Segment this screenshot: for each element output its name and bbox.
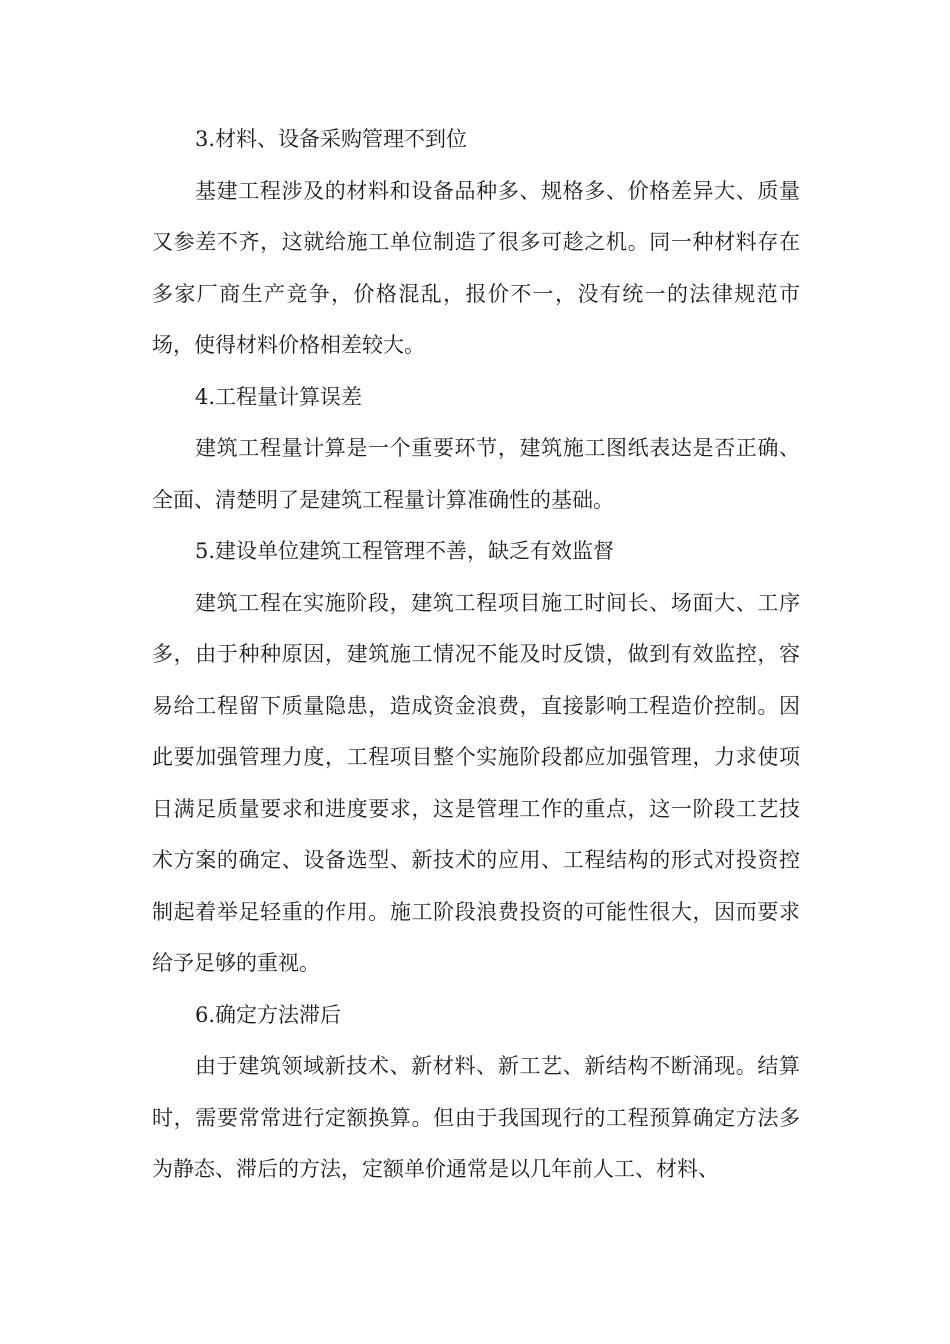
- section-heading-3: 3.材料、设备采购管理不到位: [195, 127, 468, 151]
- document-page: [152, 114, 800, 1196]
- section-heading-5: 5.建设单位建筑工程管理不善，缺乏有效监督: [195, 539, 615, 563]
- section-paragraph-4: 建筑工程量计算是一个重要环节，建筑施工图纸表达是否正确、全面、清楚明了是建筑工程量计算准确性的基础。: [152, 436, 800, 512]
- section-paragraph-6: 由于建筑领域新技术、新材料、新工艺、新结构不断涌现。结算时，需要常常进行定额换算。但由于我国现行的工程预算确定方法多为静态、滞后的方法，定额单价通常是以几年前人工、材料、: [152, 1054, 800, 1181]
- section-paragraph-3: 基建工程涉及的材料和设备品种多、规格多、价格差异大、质量又参差不齐，这就给施工单位制造了很多可趁之机。同一种材料存在多家厂商生产竞争，价格混乱，报价不一，没有统一的法律规范市场，使得材料价格相差较大。: [152, 178, 800, 357]
- section-heading-4: 4.工程量计算误差: [195, 384, 363, 409]
- section-heading-6: 6.确定方法滞后: [195, 1002, 342, 1027]
- section-paragraph-5: 建筑工程在实施阶段，建筑工程项目施工时间长、场面大、工序多，由于种种原因，建筑施工情况不能及时反馈，做到有效监控，容易给工程留下质量隐患，造成资金浪费，直接影响工程造价控制。因此要加强管理力度，工程项目整个实施阶段都应加强管理，力求使项日满足质量要求和进度要求，这是管理工作的重点，这一阶段工艺技术方案的确定、设备选型、新技术的应用、工程结构的形式对投资控制起着举足轻重的作用。施工阶段浪费投资的可能性很大，因而要求给予足够的重视。: [152, 590, 800, 975]
